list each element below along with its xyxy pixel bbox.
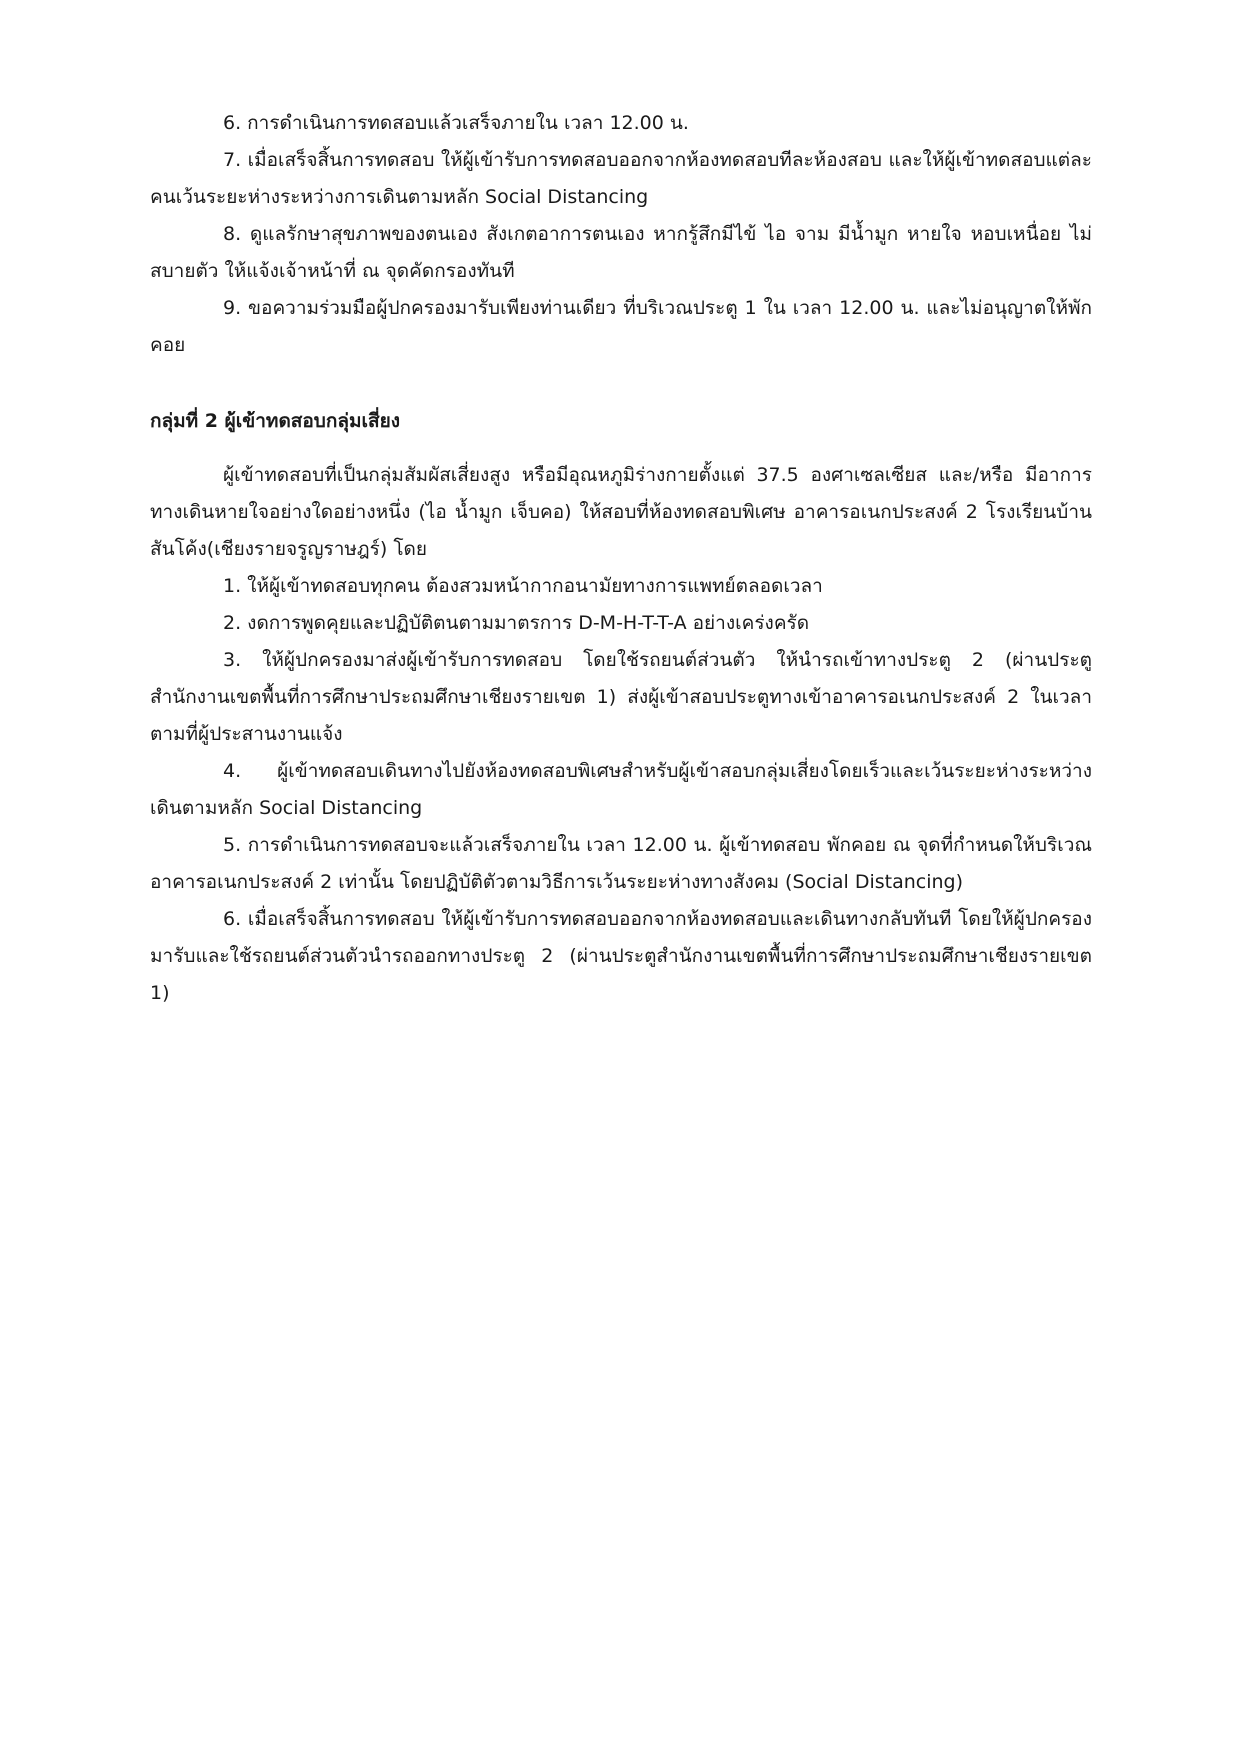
group1-item-9: 9. ขอความร่วมมือผู้ปกครองมารับเพียงท่านเดียว ที่บริเวณประตู 1 ใน เวลา 12.00 น. และไม่อนุญาตให้พักคอย — [150, 297, 1092, 356]
document-page — [150, 105, 1092, 1012]
group2-heading: กลุ่มที่ 2 ผู้เข้าทดสอบกลุ่มเสี่ยง — [150, 410, 401, 432]
group2-item-2: 2. งดการพูดคุยและปฏิบัติตนตามมาตรการ D-M-H-T-T-A อย่างเคร่งครัด — [223, 612, 810, 634]
group2-item-5: 5. การดำเนินการทดสอบจะแล้วเสร็จภายใน เวลา 12.00 น. ผู้เข้าทดสอบ พักคอย ณ จุดที่กำหนดให้บริเวณอาคารอเนกประสงค์ 2 เท่านั้น โดยปฏิบัติตัวตามวิธีการเว้นระยะห่างทางสังคม (Social Distancing) — [150, 834, 1092, 893]
group2-item-4: 4. ผู้เข้าทดสอบเดินทางไปยังห้องทดสอบพิเศษสำหรับผู้เข้าสอบกลุ่มเสี่ยงโดยเร็วและเว้นระยะห่างระหว่างเดินตามหลัก Social Distancing — [150, 760, 1092, 819]
group2-item-1: 1. ให้ผู้เข้าทดสอบทุกคน ต้องสวมหน้ากากอนามัยทางการแพทย์ตลอดเวลา — [223, 575, 823, 597]
group1-item-8: 8. ดูแลรักษาสุขภาพของตนเอง สังเกตอาการตนเอง หากรู้สึกมีไข้ ไอ จาม มีน้ำมูก หายใจ หอบเหนื่อย ไม่สบายตัว ให้แจ้งเจ้าหน้าที่ ณ จุดคัดกรองทันที — [150, 223, 1092, 282]
group1-item-7: 7. เมื่อเสร็จสิ้นการทดสอบ ให้ผู้เข้ารับการทดสอบออกจากห้องทดสอบทีละห้องสอบ และให้ผู้เข้าทดสอบแต่ละคนเว้นระยะห่างระหว่างการเดินตามหลัก Social Distancing — [150, 149, 1092, 208]
group2-item-6: 6. เมื่อเสร็จสิ้นการทดสอบ ให้ผู้เข้ารับการทดสอบออกจากห้องทดสอบและเดินทางกลับทันที โดยให้ผู้ปกครองมารับและใช้รถยนต์ส่วนตัวนำรถออกทางประตู 2 (ผ่านประตูสำนักงานเขตพื้นที่การศึกษาประถมศึกษาเชียงรายเขต 1) — [150, 908, 1092, 1004]
group2-item-3: 3. ให้ผู้ปกครองมาส่งผู้เข้ารับการทดสอบ โดยใช้รถยนต์ส่วนตัว ให้นำรถเข้าทางประตู 2 (ผ่านประตูสำนักงานเขตพื้นที่การศึกษาประถมศึกษาเชียงรายเขต 1) ส่งผู้เข้าสอบประตูทางเข้าอาคารอเนกประสงค์ 2 ในเวลาตามที่ผู้ประสานงานแจ้ง — [150, 649, 1092, 745]
group2-intro: ผู้เข้าทดสอบที่เป็นกลุ่มสัมผัสเสี่ยงสูง หรือมีอุณหภูมิร่างกายตั้งแต่ 37.5 องศาเซลเซียส และ/หรือ มีอาการทางเดินหายใจอย่างใดอย่างหนึ่ง (ไอ น้ำมูก เจ็บคอ) ให้สอบที่ห้องทดสอบพิเศษ อาคารอเนกประสงค์ 2 โรงเรียนบ้านสันโค้ง(เชียงรายจรูญราษฎร์) โดย — [150, 464, 1092, 560]
group1-item-6: 6. การดำเนินการทดสอบแล้วเสร็จภายใน เวลา 12.00 น. — [223, 112, 689, 134]
